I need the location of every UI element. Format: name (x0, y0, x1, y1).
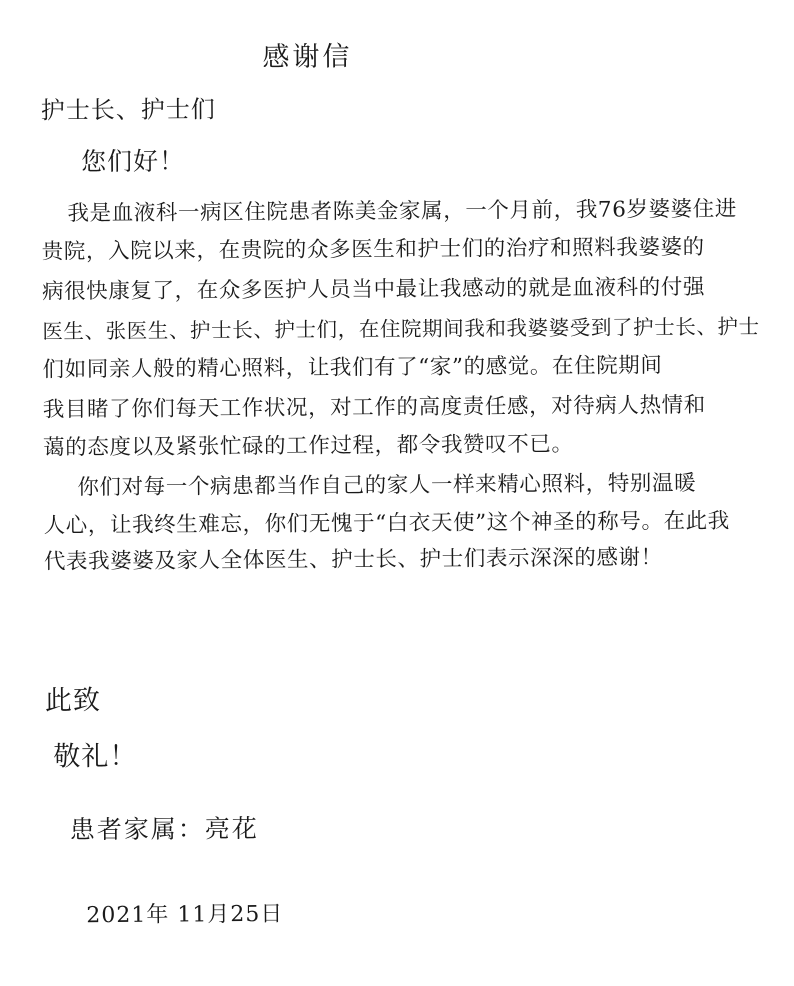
body-line: 蔼的态度以及紧张忙碌的工作过程，都令我赞叹不已。 (43, 431, 574, 461)
salutation: 护士长、护士们 (40, 95, 216, 125)
body-line: 代表我婆婆及家人全体医生、护士长、护士们表示深深的感谢！ (43, 545, 663, 575)
body-line: 们如同亲人般的精心照料，让我们有了“家”的感觉。在住院期间 (42, 353, 663, 383)
body-line: 你们对每一个病患都当作自己的家人一样来精心照料，特别温暖 (77, 470, 697, 501)
greeting: 您们好！ (81, 146, 186, 177)
letter-date: 2021年 11月25日 (86, 901, 284, 929)
body-line: 我是血液科一病区住院患者陈美金家属，一个月前，我76岁婆婆住进 (67, 196, 738, 227)
body-line: 人心，让我终生难忘，你们无愧于“白衣天使”这个神圣的称号。在此我 (43, 508, 730, 539)
signature: 患者家属：亮花 (69, 813, 259, 845)
body-line: 贵院，入院以来，在贵院的众多医生和护士们的治疗和照料我婆婆的 (41, 234, 705, 265)
body-line: 病很快康复了，在众多医护人员当中最让我感动的就是血液科的付强 (41, 274, 706, 305)
closing-jing-li: 敬礼！ (53, 740, 138, 773)
closing-ci-zhi: 此致 (44, 685, 101, 717)
body-line: 我目睹了你们每天工作状况，对工作的高度责任感，对待病人热情和 (42, 392, 706, 423)
letter-title: 感谢信 (262, 41, 353, 73)
body-line: 医生、张医生、护士长、护士们，在住院期间我和我婆婆受到了护士长、护士 (42, 314, 760, 344)
